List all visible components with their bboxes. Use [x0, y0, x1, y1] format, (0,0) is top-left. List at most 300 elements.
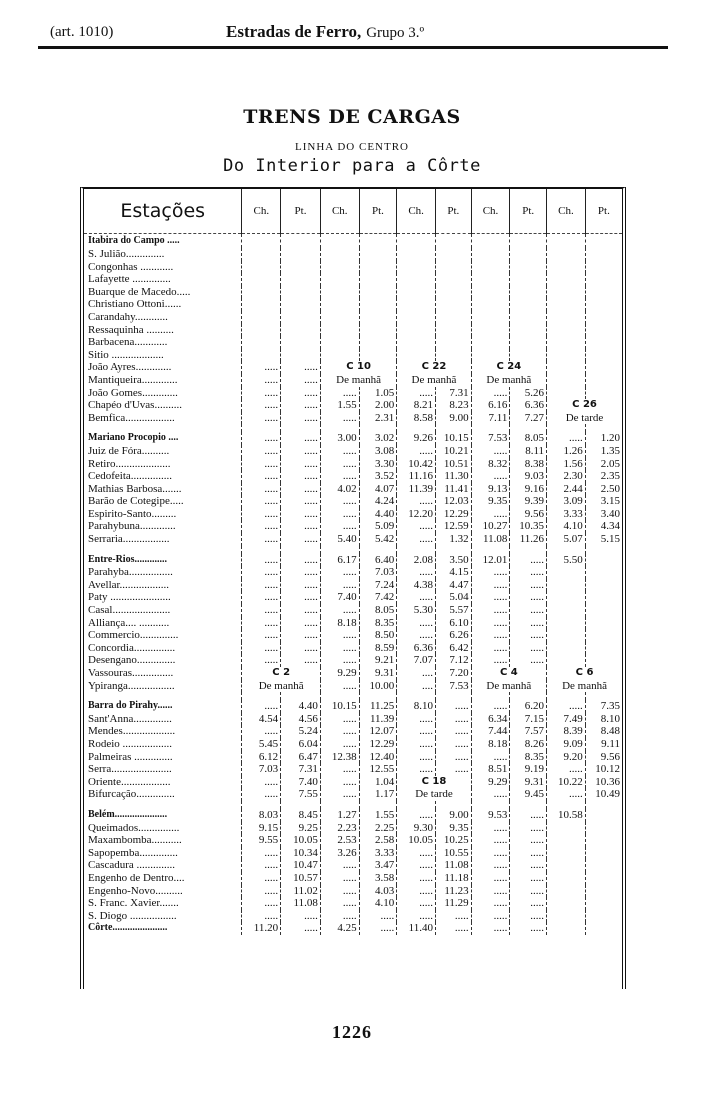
time-cell: 10.34	[281, 847, 321, 860]
time-cell: 7.27	[510, 412, 547, 425]
time-cell	[436, 261, 472, 274]
time-cell: 2.23	[320, 822, 359, 835]
time-cell: 12.20	[397, 508, 436, 521]
station-row	[84, 738, 622, 751]
time-cell: 9.35	[436, 822, 472, 835]
column-header-arrival: Ch.	[547, 189, 586, 234]
time-cell: 8.38	[510, 458, 547, 471]
direction-subtitle: Do Interior para a Côrte	[223, 156, 481, 176]
time-cell: .....	[320, 579, 359, 592]
time-cell	[436, 349, 472, 362]
time-cell: 6.04	[281, 738, 321, 751]
column-header-departure: Pt.	[359, 189, 397, 234]
time-cell: .....	[242, 432, 281, 445]
time-cell	[547, 604, 586, 617]
time-cell	[242, 286, 281, 299]
station-row	[84, 508, 622, 521]
time-cell: .....	[471, 922, 510, 935]
time-cell: 6.42	[436, 642, 472, 655]
time-cell: 10.12	[585, 763, 622, 776]
train-period-label: De manhã	[547, 680, 622, 693]
time-cell: 12.55	[359, 763, 397, 776]
time-cell: 5.50	[547, 554, 586, 567]
time-cell: .....	[242, 788, 281, 801]
station-row	[84, 763, 622, 776]
spacer-cell	[397, 692, 436, 700]
time-cell: 9.53	[471, 809, 510, 822]
spacer-cell	[436, 546, 472, 554]
time-cell	[359, 336, 397, 349]
station-row	[84, 922, 622, 935]
station-row	[84, 776, 622, 789]
station-name: Sant'Anna..............	[88, 712, 172, 725]
time-cell: .....	[320, 872, 359, 885]
time-cell	[585, 349, 622, 362]
time-cell: 6.16	[471, 399, 510, 412]
time-cell	[242, 349, 281, 362]
time-cell: 8.26	[510, 738, 547, 751]
time-cell: .....	[242, 617, 281, 630]
time-cell	[547, 617, 586, 630]
time-cell	[547, 248, 586, 261]
station-name: Parahyba................	[88, 566, 173, 579]
time-cell: .....	[320, 566, 359, 579]
time-cell: 2.05	[585, 458, 622, 471]
time-cell: .....	[281, 508, 321, 521]
time-cell: .....	[281, 579, 321, 592]
time-cell: 10.27	[471, 520, 510, 533]
time-cell: 3.33	[547, 508, 586, 521]
spacer-cell	[359, 546, 397, 554]
time-cell: .....	[359, 922, 397, 935]
time-cell: 1.04	[359, 776, 397, 789]
time-cell: .....	[242, 458, 281, 471]
station-name: Palmeiras ..............	[88, 750, 173, 763]
station-name: Maxambomba...........	[88, 834, 182, 847]
time-cell: .....	[397, 885, 436, 898]
time-cell	[585, 374, 622, 387]
time-cell: 1.55	[320, 399, 359, 412]
time-cell	[397, 286, 436, 299]
station-row	[84, 680, 622, 693]
time-cell: .....	[281, 445, 321, 458]
time-cell: 7.55	[281, 788, 321, 801]
time-cell: 12.03	[436, 495, 472, 508]
time-cell	[281, 261, 321, 274]
spacer-cell	[397, 546, 436, 554]
time-cell: .....	[471, 508, 510, 521]
time-cell: .....	[281, 554, 321, 567]
time-cell: 11.41	[436, 483, 472, 496]
time-cell: .....	[281, 374, 321, 387]
time-cell: 11.08	[436, 859, 472, 872]
station-row	[84, 642, 622, 655]
time-cell: 11.08	[281, 897, 321, 910]
station-name: Chapéo d'Uvas..........	[88, 399, 182, 412]
time-cell	[547, 591, 586, 604]
station-name: Paty ......................	[88, 591, 171, 604]
station-name: Barbacena............	[88, 336, 168, 349]
time-cell: 3.58	[359, 872, 397, 885]
time-cell: 4.40	[281, 700, 321, 713]
time-cell: .....	[397, 872, 436, 885]
station-name: Engenho-Novo..........	[88, 884, 183, 897]
time-cell	[510, 311, 547, 324]
timetable-body	[84, 234, 622, 935]
station-row	[84, 629, 622, 642]
time-cell: .....	[320, 776, 359, 789]
time-cell: .....	[436, 910, 472, 923]
station-row	[84, 387, 622, 400]
time-cell	[436, 234, 472, 249]
time-cell: .....	[510, 847, 547, 860]
time-cell	[281, 248, 321, 261]
time-cell: 8.58	[397, 412, 436, 425]
time-cell: .....	[281, 458, 321, 471]
time-cell: 10.22	[547, 776, 586, 789]
train-number-label: C 18	[397, 776, 471, 789]
time-cell: .....	[471, 629, 510, 642]
time-cell: 9.35	[471, 495, 510, 508]
publication-title	[226, 22, 424, 42]
station-name: Ypiranga.................	[88, 679, 175, 692]
time-cell	[585, 566, 622, 579]
time-cell: 3.02	[359, 432, 397, 445]
time-cell: .....	[281, 520, 321, 533]
time-cell: 10.51	[436, 458, 472, 471]
time-cell: 3.08	[359, 445, 397, 458]
time-cell: .....	[471, 822, 510, 835]
time-cell: 7.42	[359, 591, 397, 604]
time-cell: .....	[397, 566, 436, 579]
time-cell: 9.19	[510, 763, 547, 776]
time-cell: 8.10	[397, 700, 436, 713]
time-cell	[547, 872, 586, 885]
time-cell: 2.44	[547, 483, 586, 496]
time-cell: .....	[242, 591, 281, 604]
column-header-departure: Pt.	[585, 189, 622, 234]
time-cell: .....	[320, 629, 359, 642]
time-cell: 2.00	[359, 399, 397, 412]
spacer-cell	[547, 424, 586, 432]
time-cell: 11.08	[471, 533, 510, 546]
station-name: João Ayres.............	[88, 361, 172, 374]
time-cell: 8.05	[359, 604, 397, 617]
time-cell: .....	[320, 725, 359, 738]
time-cell	[585, 885, 622, 898]
station-row	[84, 809, 622, 822]
running-header	[50, 22, 668, 44]
time-cell: .....	[397, 591, 436, 604]
time-cell	[510, 273, 547, 286]
time-cell: .....	[242, 533, 281, 546]
time-cell	[436, 248, 472, 261]
time-cell: 3.09	[547, 495, 586, 508]
time-cell	[547, 847, 586, 860]
time-cell	[547, 566, 586, 579]
time-cell	[397, 311, 436, 324]
spacer-cell	[547, 692, 586, 700]
spacer-cell	[359, 692, 397, 700]
time-cell: 9.26	[397, 432, 436, 445]
page-number: 1226	[332, 1022, 372, 1042]
time-cell: .....	[320, 897, 359, 910]
spacer-cell	[281, 546, 321, 554]
time-cell: 12.38	[320, 751, 359, 764]
time-cell: .....	[281, 399, 321, 412]
time-cell: .....	[320, 604, 359, 617]
time-cell: 6.12	[242, 751, 281, 764]
time-cell	[471, 311, 510, 324]
time-cell: .....	[510, 809, 547, 822]
time-cell	[585, 286, 622, 299]
time-cell: .....	[436, 738, 472, 751]
time-cell: 2.50	[585, 483, 622, 496]
time-cell: 9.11	[585, 738, 622, 751]
time-cell	[471, 286, 510, 299]
time-cell: 10.47	[281, 859, 321, 872]
time-cell	[471, 349, 510, 362]
time-cell: 9.31	[510, 776, 547, 789]
time-cell: 8.03	[242, 809, 281, 822]
time-cell	[585, 298, 622, 311]
time-cell: 2.58	[359, 834, 397, 847]
time-cell: .....	[510, 654, 547, 667]
time-cell: 5.04	[436, 591, 472, 604]
station-row	[84, 324, 622, 337]
time-cell: .....	[397, 387, 436, 400]
time-cell: 9.15	[242, 822, 281, 835]
time-cell	[397, 336, 436, 349]
time-cell: .....	[471, 445, 510, 458]
time-cell: 7.49	[547, 713, 586, 726]
time-cell: 2.08	[397, 554, 436, 567]
time-cell: 9.45	[510, 788, 547, 801]
time-cell: 9.30	[397, 822, 436, 835]
time-cell	[547, 311, 586, 324]
time-cell	[281, 311, 321, 324]
time-cell: .....	[471, 617, 510, 630]
time-cell	[585, 809, 622, 822]
time-cell: .....	[436, 763, 472, 776]
time-cell: .....	[510, 629, 547, 642]
time-cell	[547, 885, 586, 898]
time-cell: .....	[471, 566, 510, 579]
station-row	[84, 654, 622, 667]
group-spacer	[84, 546, 622, 554]
time-cell: 8.45	[281, 809, 321, 822]
time-cell	[547, 629, 586, 642]
time-cell: .....	[320, 387, 359, 400]
time-cell: 8.48	[585, 725, 622, 738]
time-cell	[397, 273, 436, 286]
time-cell: .....	[510, 822, 547, 835]
time-cell: 1.56	[547, 458, 586, 471]
time-cell: .....	[281, 412, 321, 425]
time-cell: 11.26	[510, 533, 547, 546]
time-cell: 9.20	[547, 751, 586, 764]
time-cell: 9.29	[471, 776, 510, 789]
station-name: João Gomes.............	[88, 386, 178, 399]
time-cell: 11.18	[436, 872, 472, 885]
time-cell: .....	[242, 399, 281, 412]
spacer-cell	[436, 692, 472, 700]
time-cell: .....	[547, 788, 586, 801]
time-cell: 7.20	[436, 667, 472, 680]
time-cell: 12.07	[359, 725, 397, 738]
time-cell: 8.05	[510, 432, 547, 445]
time-cell	[320, 234, 359, 249]
time-cell	[359, 261, 397, 274]
time-cell: .....	[510, 554, 547, 567]
time-cell	[471, 248, 510, 261]
station-row	[84, 751, 622, 764]
time-cell: 9.25	[281, 822, 321, 835]
time-cell: 6.40	[359, 554, 397, 567]
time-cell	[510, 286, 547, 299]
time-cell: .....	[471, 604, 510, 617]
time-cell: .....	[281, 361, 321, 374]
time-cell: 8.18	[471, 738, 510, 751]
time-cell: 10.15	[320, 700, 359, 713]
time-cell	[510, 298, 547, 311]
time-cell: 7.31	[281, 763, 321, 776]
station-row	[84, 432, 622, 445]
spacer-cell	[471, 546, 510, 554]
station-name: S. Franc. Xavier.......	[88, 897, 179, 910]
time-cell: 6.36	[397, 642, 436, 655]
time-cell: .....	[471, 654, 510, 667]
station-name: Queimados...............	[88, 821, 180, 834]
time-cell: 10.49	[585, 788, 622, 801]
station-name: Concordia...............	[88, 641, 176, 654]
time-cell: .....	[281, 470, 321, 483]
time-cell: .....	[320, 458, 359, 471]
station-row	[84, 495, 622, 508]
time-cell: 7.07	[397, 654, 436, 667]
time-cell: 11.30	[436, 470, 472, 483]
column-header-departure: Pt.	[436, 189, 472, 234]
time-cell: 6.47	[281, 751, 321, 764]
time-cell: .....	[471, 470, 510, 483]
station-name: Engenho de Dentro....	[88, 871, 185, 884]
time-cell	[585, 910, 622, 923]
time-cell: 10.25	[436, 834, 472, 847]
station-name: Casal.....................	[88, 604, 171, 617]
spacer-cell	[242, 801, 281, 809]
station-name: S. Diogo .................	[88, 909, 177, 922]
spacer-cell	[242, 692, 281, 700]
column-header-departure: Pt.	[281, 189, 321, 234]
time-cell: .....	[320, 412, 359, 425]
time-cell: .....	[320, 713, 359, 726]
spacer-cell	[471, 801, 510, 809]
time-cell	[585, 654, 622, 667]
spacer-cell	[436, 801, 472, 809]
time-cell: .....	[242, 897, 281, 910]
spacer-cell	[84, 692, 242, 700]
time-cell: 6.17	[320, 554, 359, 567]
time-cell: .....	[242, 566, 281, 579]
time-cell: .....	[281, 432, 321, 445]
station-name: Serra......................	[88, 763, 172, 776]
time-cell: .....	[320, 520, 359, 533]
station-row	[84, 261, 622, 274]
column-header-departure: Pt.	[510, 189, 547, 234]
time-cell	[585, 591, 622, 604]
time-cell: .....	[320, 788, 359, 801]
time-cell: .....	[397, 897, 436, 910]
time-cell: 10.15	[436, 432, 472, 445]
spacer-cell	[585, 546, 622, 554]
train-period-label: De manhã	[471, 374, 546, 387]
time-cell	[359, 286, 397, 299]
time-cell: .....	[436, 700, 472, 713]
station-row	[84, 566, 622, 579]
time-cell: .....	[320, 859, 359, 872]
time-cell	[471, 261, 510, 274]
time-cell	[547, 922, 586, 935]
time-cell: 10.21	[436, 445, 472, 458]
time-cell: 4.02	[320, 483, 359, 496]
time-cell: .....	[281, 604, 321, 617]
station-row	[84, 591, 622, 604]
station-name: Barão de Cotegipe.....	[88, 495, 184, 508]
time-cell: 6.36	[510, 399, 547, 412]
time-cell	[242, 324, 281, 337]
time-cell: 9.16	[510, 483, 547, 496]
time-cell: .....	[320, 445, 359, 458]
timetable-table	[84, 189, 622, 935]
time-cell	[585, 922, 622, 935]
spacer-cell	[242, 424, 281, 432]
station-name: Commercio..............	[88, 629, 179, 642]
article-reference: (art. 1010)	[50, 24, 114, 40]
station-row	[84, 336, 622, 349]
time-cell: 2.53	[320, 834, 359, 847]
time-cell: 7.53	[471, 432, 510, 445]
time-cell	[359, 234, 397, 249]
spacer-cell	[510, 424, 547, 432]
time-cell: 4.07	[359, 483, 397, 496]
time-cell: 6.20	[510, 700, 547, 713]
time-cell: .....	[320, 910, 359, 923]
time-cell: 3.50	[436, 554, 472, 567]
time-cell	[547, 234, 586, 249]
time-cell: .....	[281, 629, 321, 642]
time-cell	[242, 248, 281, 261]
time-cell: 9.00	[436, 809, 472, 822]
spacer-cell	[510, 801, 547, 809]
time-cell	[281, 286, 321, 299]
time-cell	[547, 324, 586, 337]
time-cell	[547, 834, 586, 847]
time-cell: 4.25	[320, 922, 359, 935]
spacer-cell	[359, 801, 397, 809]
time-cell: 4.15	[436, 566, 472, 579]
station-row	[84, 349, 622, 362]
time-cell: 8.51	[471, 763, 510, 776]
time-cell	[510, 349, 547, 362]
time-cell: .....	[471, 872, 510, 885]
time-cell: 5.07	[547, 533, 586, 546]
time-cell: .....	[471, 910, 510, 923]
time-cell: .....	[242, 910, 281, 923]
station-name: Sapopemba..............	[88, 846, 178, 859]
time-cell: .....	[242, 508, 281, 521]
column-header-arrival: Ch.	[242, 189, 281, 234]
time-cell: .....	[510, 859, 547, 872]
